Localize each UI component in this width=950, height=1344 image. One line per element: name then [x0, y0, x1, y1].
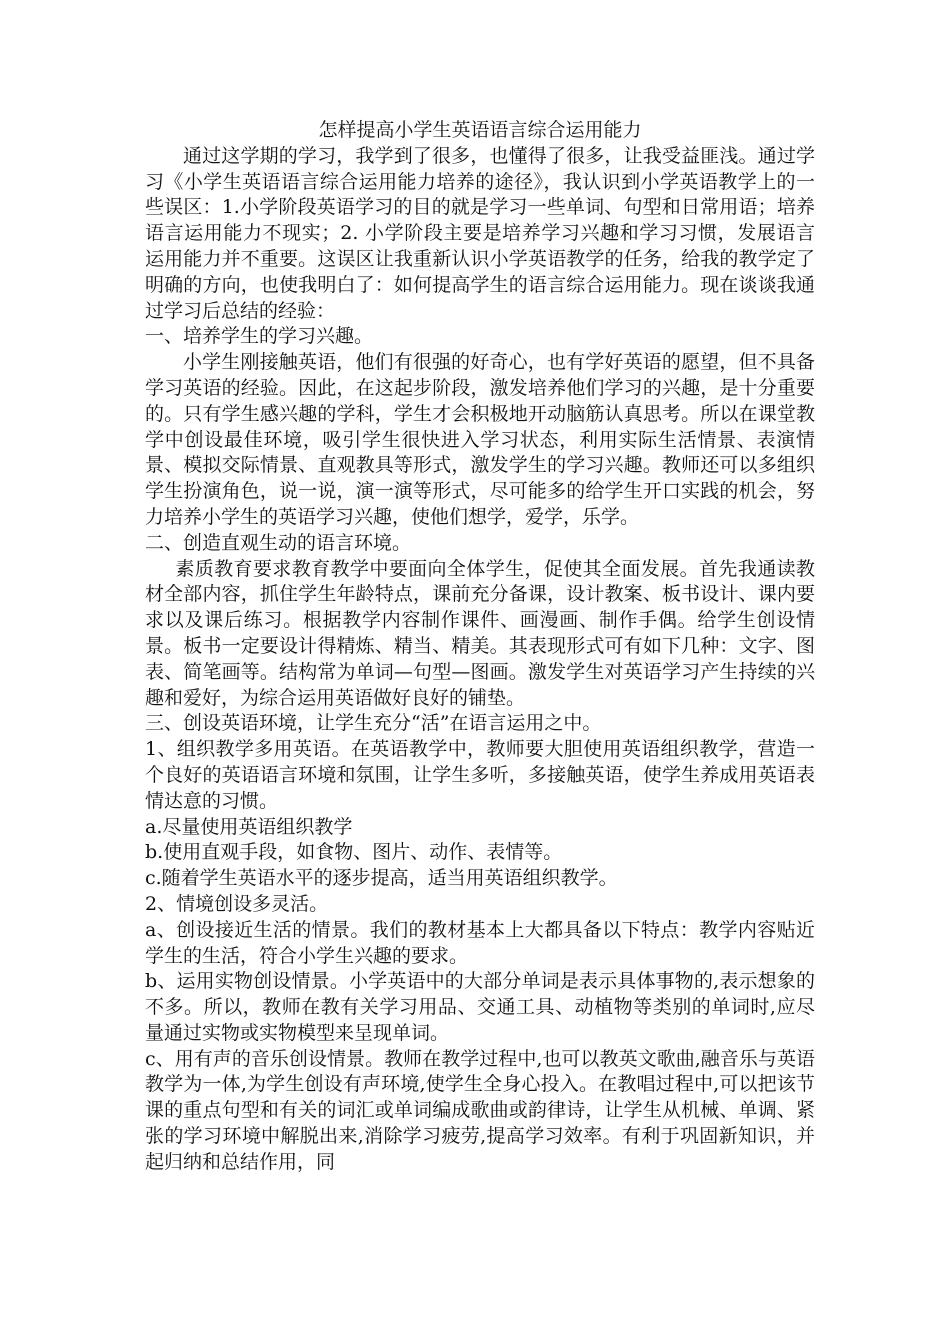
document-title: 怎样提高小学生英语语言综合运用能力 — [318, 119, 642, 141]
list-item-1: 1、组织教学多用英语。在英语教学中，教师要大胆使用英语组织教学，营造一个良好的英语语言环境和氛围，让学生多听，多接触英语，使学生养成用英语表情达意的习惯。 — [145, 738, 815, 812]
section-body-2: 素质教育要求教育教学中要面向全体学生，促使其全面发展。首先我通读教材全部内容，抓住学生年龄特点，课前充分备课，设计教案、板书设计、课内要求以及课后练习。根据教学内容制作课件、画漫画、制作手偶。给学生创设情景。板书一定要设计得精炼、精当、精美。其表现形式可有如下几种：文字、图表、简笔画等。结构常为单词—句型—图画。激发学生对英语学习产生持续的兴趣和爱好，为综合运用英语做好良好的铺垫。 — [145, 557, 815, 709]
section-body-1: 小学生刚接触英语，他们有很强的好奇心，也有学好英语的愿望，但不具备学习英语的经验。因此，在这起步阶段，激发培养他们学习的兴趣，是十分重要的。只有学生感兴趣的学科，学生才会积极地开动脑筋认真思考。所以在课堂教学中创设最佳环境，吸引学生很快进入学习状态，利用实际生活情景、表演情景、模拟交际情景、直观教具等形式，激发学生的学习兴趣。教师还可以多组织学生扮演角色，说一说，演一演等形式，尽可能多的给学生开口实践的机会，努力培养小学生的英语学习兴趣，使他们想学，爱学，乐学。 — [145, 351, 815, 528]
section-heading-1: 一、培养学生的学习兴趣。 — [145, 325, 374, 348]
list-item-2: 2、情境创设多灵活。 — [145, 892, 329, 915]
section-heading-2: 二、创造直观生动的语言环境。 — [145, 531, 412, 554]
list-subitem-1a: a.尽量使用英语组织教学 — [145, 815, 353, 838]
intro-paragraph: 通过这学期的学习，我学到了很多，也懂得了很多，让我受益匪浅。通过学习《小学生英语语言综合运用能力培养的途径》，我认识到小学英语教学上的一些误区：1.小学阶段英语学习的目的就是学习一些单词、句型和日常用语；培养语言运用能力不现实；2. 小学阶段主要是培养学习兴趣和学习习惯，发展语言运用能力并不重要。这误区让我重新认识小学英语教学的任务，给我的教学定了明确的方向，也使我明白了：如何提高学生的语言综合运用能力。现在谈谈我通过学习后总结的经验： — [145, 144, 815, 322]
section-heading-3: 三、创设英语环境，让学生充分“活”在语言运用之中。 — [145, 712, 602, 735]
list-subitem-1b: b.使用直观手段，如食物、图片、动作、表情等。 — [145, 841, 563, 864]
list-subitem-2c: c、用有声的音乐创设情景。教师在教学过程中,也可以教英文歌曲,融音乐与英语教学为一体,为学生创设有声环境,使学生全身心投入。在教唱过程中,可以把该节课的重点句型和有关的词汇或单词编成歌曲或韵律诗，让学生从机械、单调、紧张的学习环境中解脱出来,消除学习疲劳,提高学习效率。有利于巩固新知识，并起归纳和总结作用，同 — [145, 1047, 815, 1173]
list-subitem-2a: a、创设接近生活的情景。我们的教材基本上大都具备以下特点：教学内容贴近学生的生活，符合小学生兴趣的要求。 — [145, 918, 815, 967]
document-page — [145, 118, 815, 1176]
list-subitem-1c: c.随着学生英语水平的逐步提高，适当用英语组织教学。 — [145, 867, 618, 890]
list-subitem-2b: b、运用实物创设情景。小学英语中的大部分单词是表示具体事物的,表示想象的不多。所以，教师在教有关学习用品、交通工具、动植物等类别的单词时,应尽量通过实物或实物模型来呈现单词。 — [145, 970, 815, 1044]
